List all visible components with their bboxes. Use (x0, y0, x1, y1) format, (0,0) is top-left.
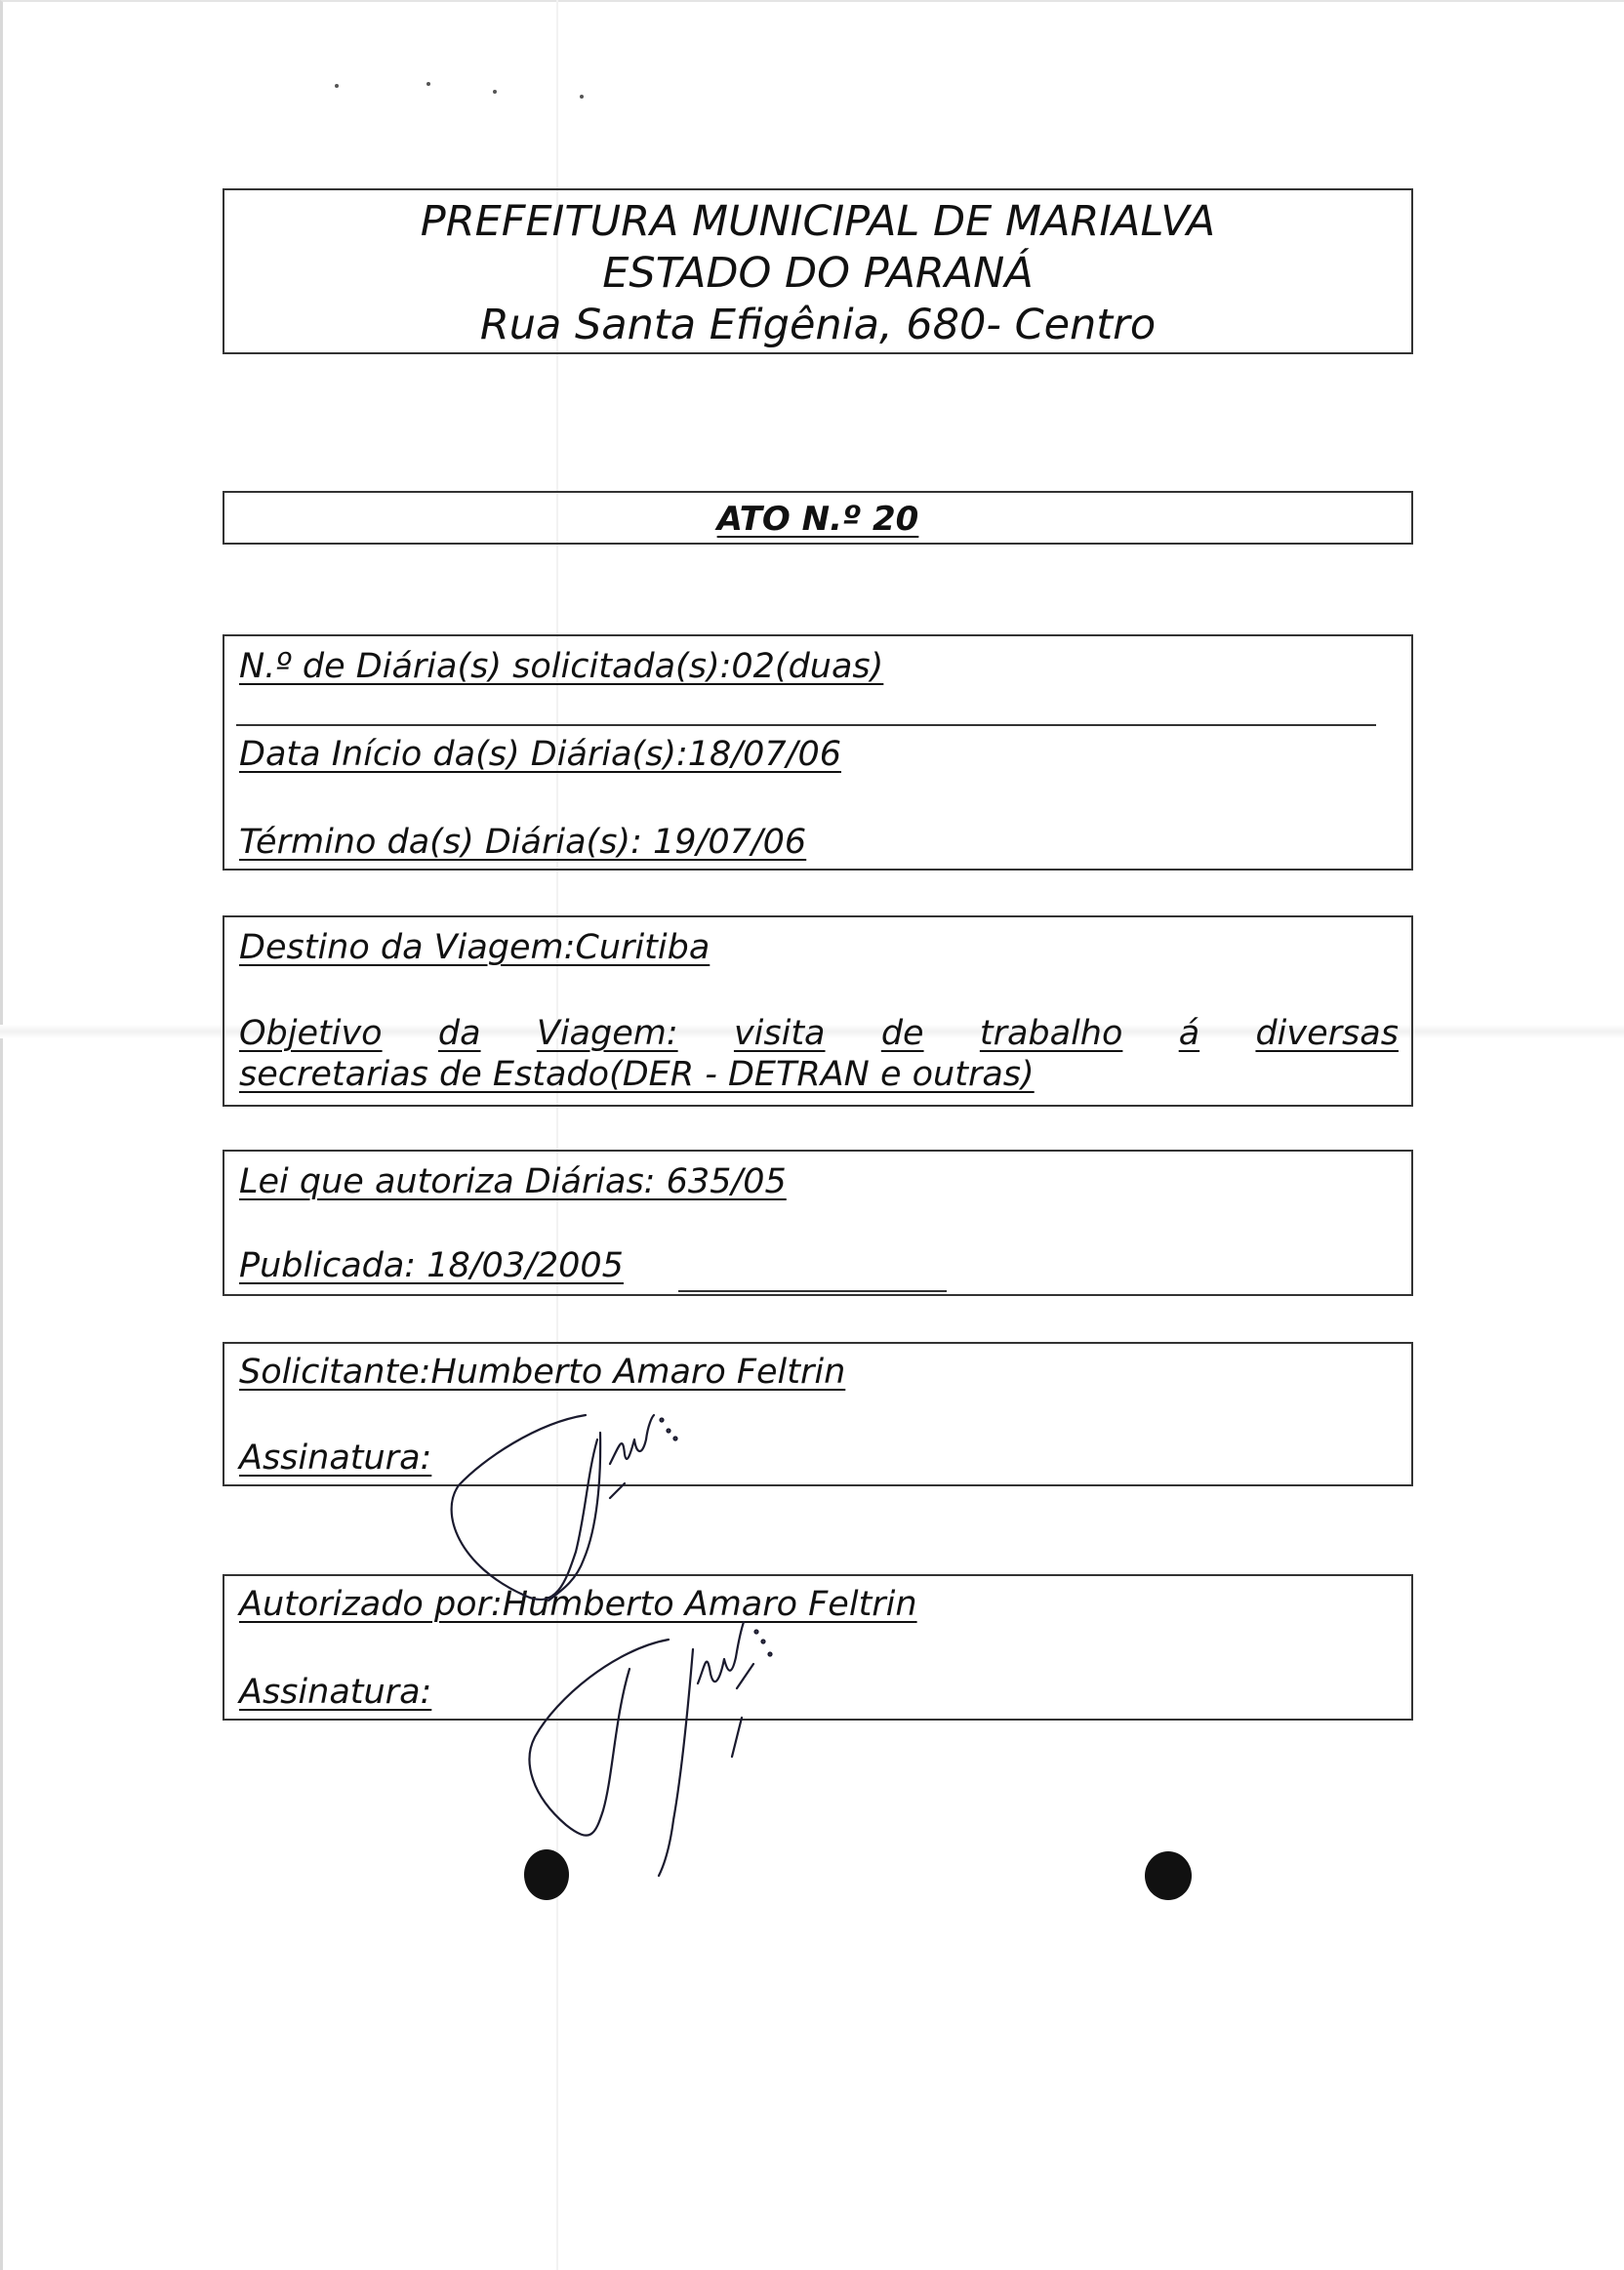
objective-word: Objetivo (239, 1014, 383, 1053)
diarias-end-date: Término da(s) Diária(s): 19/07/06 (239, 823, 807, 862)
header-title: PREFEITURA MUNICIPAL DE MARIALVA (420, 197, 1216, 246)
punch-hole (524, 1849, 569, 1900)
objective-word: diversas (1255, 1014, 1399, 1053)
requester-box (223, 1342, 1413, 1486)
act-title: ATO N.º 20 (716, 500, 919, 539)
speck (335, 84, 339, 88)
trip-objective-line1 (239, 1013, 1399, 1054)
requester-name: Solicitante:Humberto Amaro Feltrin (239, 1353, 846, 1392)
authorizer-name: Autorizado por:Humberto Amaro Feltrin (239, 1585, 917, 1624)
publication-rule (678, 1290, 947, 1292)
authorizer-signature-label: Assinatura: (239, 1673, 432, 1712)
diarias-count: N.º de Diária(s) solicitada(s):02(duas) (239, 647, 884, 686)
objective-word: de (880, 1014, 924, 1053)
speck (493, 90, 497, 94)
punch-hole (1145, 1851, 1192, 1900)
separator-rule (236, 724, 1376, 726)
law-reference: Lei que autoriza Diárias: 635/05 (239, 1162, 787, 1201)
trip-objective-line2: secretarias de Estado(DER - DETRAN e outras) (239, 1055, 1035, 1094)
requester-signature-label: Assinatura: (239, 1439, 432, 1478)
header-address: Rua Santa Efigênia, 680- Centro (479, 301, 1157, 349)
objective-word: visita (733, 1014, 826, 1053)
speck (426, 82, 430, 86)
law-publication: Publicada: 18/03/2005 (239, 1246, 624, 1285)
act-title-box (223, 491, 1413, 545)
diarias-start-date: Data Início da(s) Diária(s):18/07/06 (239, 735, 841, 774)
objective-word: trabalho (979, 1014, 1123, 1053)
header-state: ESTADO DO PARANÁ (602, 249, 1034, 298)
objective-word: da (437, 1014, 481, 1053)
trip-box (223, 915, 1413, 1107)
trip-destination: Destino da Viagem:Curitiba (239, 928, 710, 967)
diarias-box (223, 634, 1413, 871)
requester-signature (439, 1396, 751, 1610)
law-box (223, 1150, 1413, 1296)
objective-word: á (1178, 1014, 1200, 1053)
speck (580, 95, 584, 99)
header-box (223, 188, 1413, 354)
objective-word: Viagem: (536, 1014, 678, 1053)
authorizer-signature (498, 1610, 849, 1884)
